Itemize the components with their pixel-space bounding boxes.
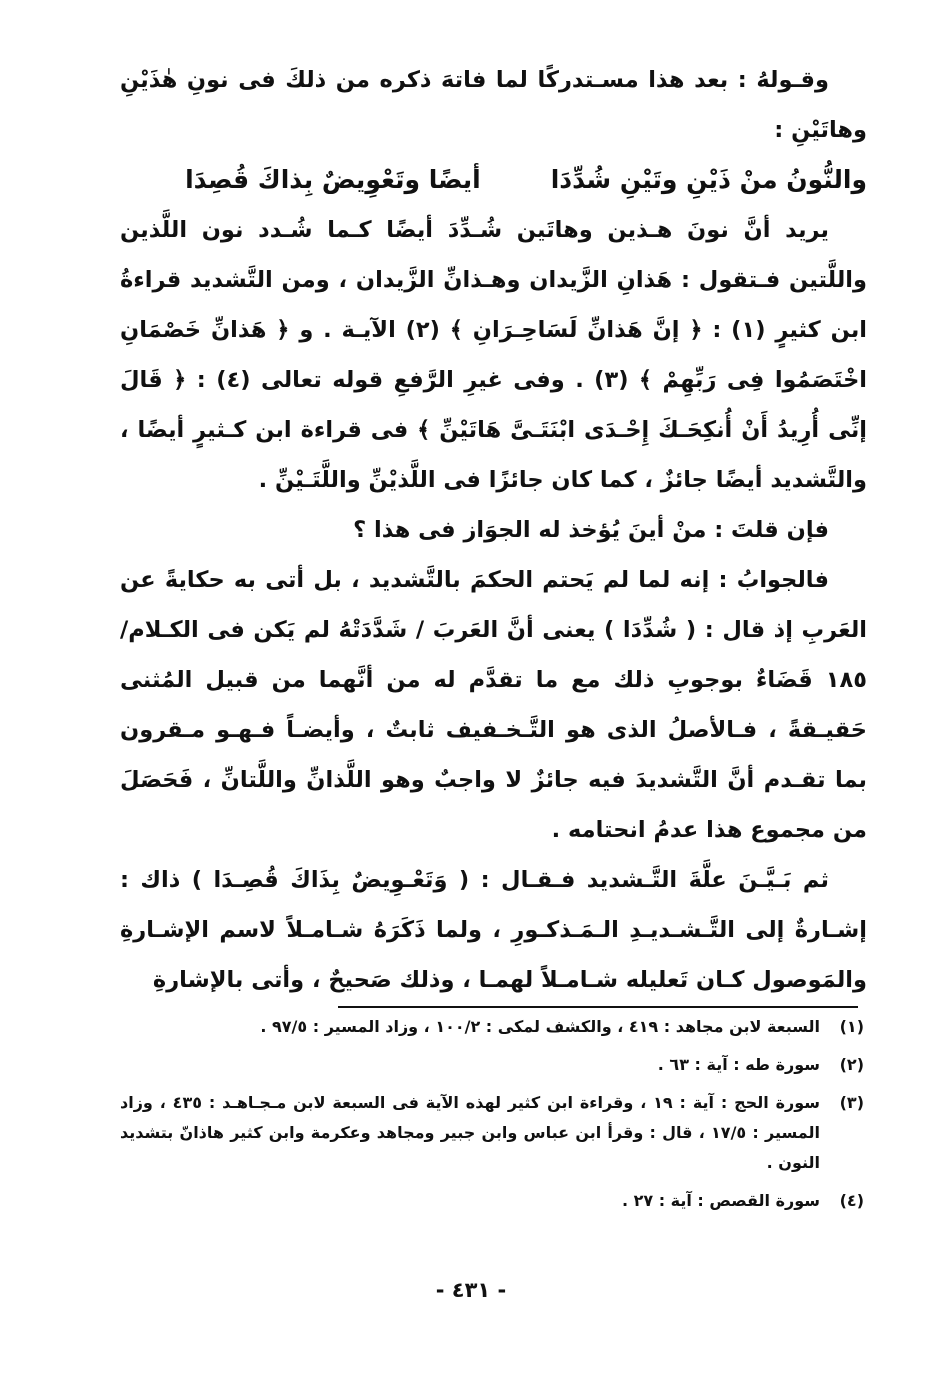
footnote-text: سورة طه : آية : ٦٣ .	[657, 1055, 820, 1074]
footnote-text: سورة القصص : آية : ٢٧ .	[621, 1191, 820, 1210]
footnote-number: (٣)	[839, 1093, 864, 1112]
paragraph-1: وقـولهُ : بعد هذا مسـتدركًا لما فاتهَ ذكره من ذلكَ فى نونِ هٰذَيْنِ وهاتَيْنِ :	[120, 67, 867, 143]
paragraph-2: يريد أنَّ نونَ هـذين وهاتَين شُـدِّدَ أيضًا كـما شُـدد نون اللَّذين واللَّتين فـتقول : هَذانِ الزَّيدان وهـذانِّ الزَّيدان ، ومن التَّشديد قراءةُ ابن كثيرٍ (١) : ﴿ إنَّ هَذانِّ لَسَاحِـرَانِ ﴾ (٢) الآيـة . و ﴿ هَذانِّ خَصْمَانِ اخْتَصَمُوا فِى رَبِّهِمْ ﴾ (٣) . وفى غيرِ الرَّفعِ قوله تعالى (٤) : ﴿ قَالَ إنِّى أُرِيدُ أَنْ أُنكِحَـكَ إِحْـدَى ابْنَتَـىَّ هَاتَيْنِّ ﴾ فى قراءة ابن كـثيرٍ أيضًا ، والتَّشديد أيضًا جائزٌ ، كما كان جائزًا فى اللَّذيْنِّ واللَّتَـيْنِّ .	[120, 217, 868, 493]
footnote-separator	[338, 1006, 858, 1008]
verse-first-hemistich: والنُّونُ منْ ذَيْنِ وتَيْنِ شُدِّدَا	[550, 165, 867, 194]
page-number: - ٤٣١ -	[435, 1278, 507, 1302]
footnote-number: (١)	[839, 1017, 864, 1036]
verse-second-hemistich: أيضًا وتَعْوِيضٌ بِذاكَ قُصِدَا	[185, 165, 481, 194]
footnotes	[120, 1012, 864, 1224]
paragraph-4: فالجوابُ : إنه لما لم يَحتم الحكمَ بالتَّشديد ، بل أتى به حكايةً عن العَربِ إذ قال : ( شُدِّدَا ) يعنى أنَّ العَربَ / شَدَّدَتْهُ لم يَكن فى الكـلام/١٨٥ قَضَاءٌ بوجوبِ ذلك مع ما تقدَّم له من أنَّهما من قبيل المُثنى حَقيـقةً ، فـالأصلُ الذى هو التَّـخـفيف ثابتٌ ، وأيضـاً فـهـو مـقرون بما تقـدم أنَّ التَّشديدَ فيه جائزٌ لا واجبٌ وهو اللَّذانِّ واللَّتانِّ ، فَحَصَلَ من مجموع هذا عدمُ انحتامه .	[120, 567, 867, 843]
paragraph-5: ثم بَـيَّـنَ علَّةَ التَّـشديد فـقـال : ( وَتَعْـوِيضٌ بِذَاكَ قُصِـدَا ) ذاك : إشـارةٌ إلى التَّـشـديـدِ الـمَـذكـورِ ، ولما ذَكَرَهُ شـامـلاً لاسم الإشـارةِ والمَوصول كـان تَعليله شـامـلاً لهمـا ، وذلك صَحيحٌ ، وأتى بالإشارةِ	[120, 867, 867, 993]
footnote-3	[120, 1088, 864, 1178]
footnote-2	[120, 1050, 864, 1080]
footnote-1	[120, 1012, 864, 1042]
footnote-text: سورة الحج : آية : ١٩ ، وقراءة ابن كثير لهذه الآية فى السبعة لابن مـجـاهـد : ٤٣٥ ، وزاد المسير : ١٧/٥ ، قال : وقرأ ابن عباس وابن جبير ومجاهد وعكرمة وابن كثير هاذانّ بتشديد النون .	[120, 1093, 821, 1172]
footnote-number: (٤)	[839, 1191, 864, 1210]
footnote-text: السبعة لابن مجاهد : ٤١٩ ، والكشف لمكى : ١٠٠/٢ ، وزاد المسير : ٩٧/٥ .	[260, 1017, 820, 1036]
paragraph-3: فإن قلتَ : منْ أينَ يُؤخذ له الجوَاز فى هذا ؟	[353, 517, 829, 543]
main-text	[120, 55, 867, 1005]
poem-verse	[120, 155, 867, 205]
footnote-4	[120, 1186, 864, 1216]
footnote-number: (٢)	[839, 1055, 864, 1074]
